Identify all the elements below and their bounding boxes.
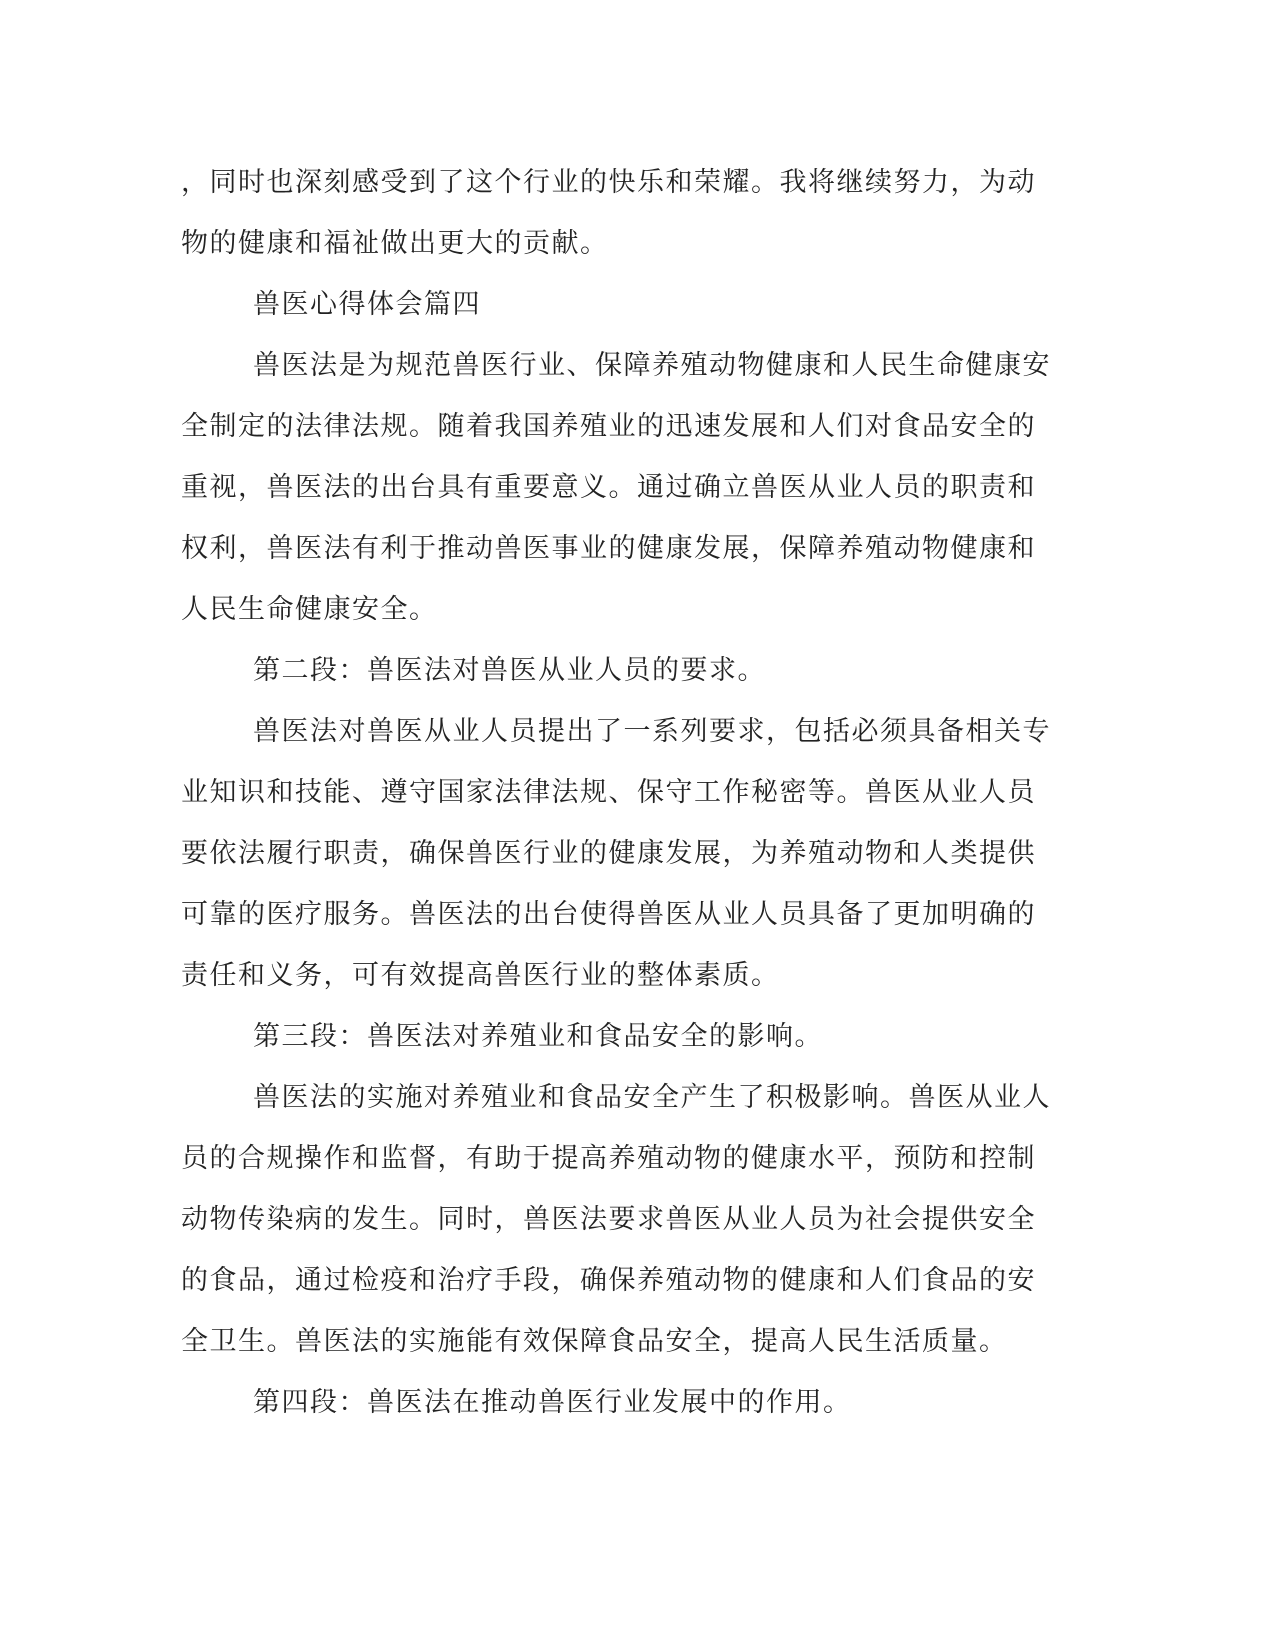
paragraph-line: 物的健康和福祉做出更大的贡献。 [181, 228, 609, 259]
paragraph-line: 全制定的法律法规。随着我国养殖业的迅速发展和人们对食品安全的 [181, 411, 1036, 442]
paragraph-line: 责任和义务，可有效提高兽医行业的整体素质。 [181, 960, 780, 991]
paragraph-line: 权利，兽医法有利于推动兽医事业的健康发展，保障养殖动物健康和 [181, 533, 1036, 564]
paragraph-line: 要依法履行职责，确保兽医行业的健康发展，为养殖动物和人类提供 [181, 838, 1036, 869]
paragraph-first-line: 兽医法的实施对养殖业和食品安全产生了积极影响。兽医从业人 [253, 1082, 1051, 1113]
paragraph-first-line: 兽医法对兽医从业人员提出了一系列要求，包括必须具备相关专 [253, 716, 1051, 747]
document-body [181, 158, 1051, 1439]
paragraph-line: 重视，兽医法的出台具有重要意义。通过确立兽医从业人员的职责和 [181, 472, 1036, 503]
paragraph-line: 可靠的医疗服务。兽医法的出台使得兽医从业人员具备了更加明确的 [181, 899, 1036, 930]
paragraph-first-line: 兽医心得体会篇四 [253, 289, 481, 320]
paragraph-line: 人民生命健康安全。 [181, 594, 438, 625]
paragraph-line: 员的合规操作和监督，有助于提高养殖动物的健康水平，预防和控制 [181, 1143, 1036, 1174]
paragraph-first-line: 第四段：兽医法在推动兽医行业发展中的作用。 [253, 1387, 852, 1418]
paragraph-line: 业知识和技能、遵守国家法律法规、保守工作秘密等。兽医从业人员 [181, 777, 1036, 808]
paragraph-line: 的食品，通过检疫和治疗手段，确保养殖动物的健康和人们食品的安 [181, 1265, 1036, 1296]
paragraph-first-line: 第三段：兽医法对养殖业和食品安全的影响。 [253, 1021, 823, 1052]
paragraph-line: 动物传染病的发生。同时，兽医法要求兽医从业人员为社会提供安全 [181, 1204, 1036, 1235]
paragraph-first-line: 第二段：兽医法对兽医从业人员的要求。 [253, 655, 766, 686]
paragraph-line: ，同时也深刻感受到了这个行业的快乐和荣耀。我将继续努力，为动 [181, 167, 1036, 198]
paragraph-first-line: 兽医法是为规范兽医行业、保障养殖动物健康和人民生命健康安 [253, 350, 1051, 381]
paragraph-line: 全卫生。兽医法的实施能有效保障食品安全，提高人民生活质量。 [181, 1326, 1008, 1357]
